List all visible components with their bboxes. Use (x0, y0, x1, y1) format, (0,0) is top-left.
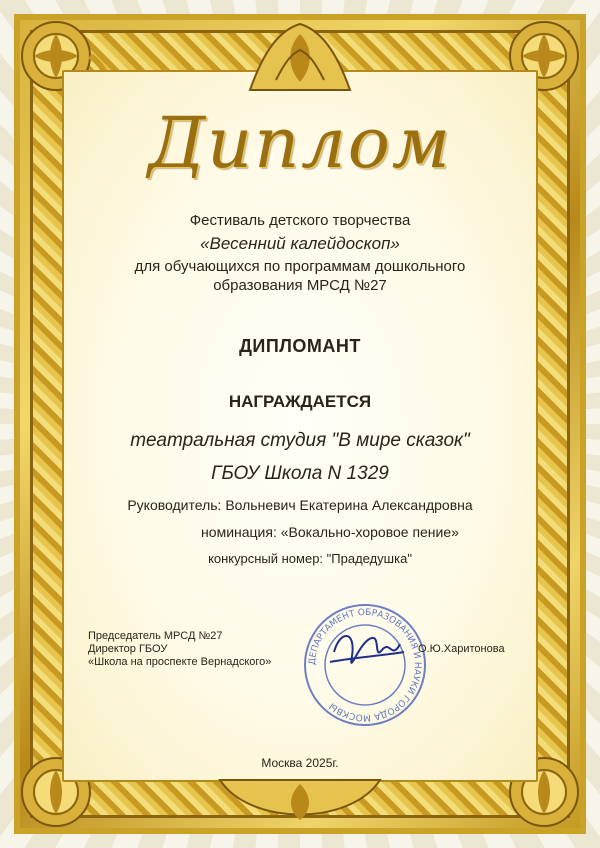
issue-place-date: Москва 2025г. (261, 756, 339, 770)
svg-text:ДЕПАРТАМЕНТ ОБРАЗОВАНИЯ И НАУК: ДЕПАРТАМЕНТ ОБРАЗОВАНИЯ И НАУКИ ГОРОДА МОСКВЫ (307, 607, 423, 723)
signatory-position-1: Председатель МРСД №27 (88, 630, 223, 642)
recipient-studio: театральная студия "В мире сказок" (130, 430, 470, 451)
festival-line-3: для обучающихся по программам дошкольного (134, 258, 466, 275)
signatory-name: О.Ю.Харитонова (418, 643, 505, 655)
bottom-crest-ornament (210, 776, 390, 832)
recipient-leader: Руководитель: Вольневич Екатерина Александровна (127, 497, 473, 513)
signatory-position-2: Директор ГБОУ (88, 643, 168, 655)
awarded-heading: НАГРАЖДАЕТСЯ (228, 392, 372, 411)
festival-name: «Весенний калейдоскоп» (200, 234, 400, 253)
signatory-positions (88, 630, 271, 669)
signatory-position-3: «Школа на проспекте Вернадского» (88, 656, 272, 668)
festival-line-4: образования МРСД №27 (213, 277, 387, 294)
recipient-school: ГБОУ Школа N 1329 (211, 463, 389, 484)
top-crest-ornament (240, 20, 360, 100)
recipient-entry: конкурсный номер: "Прадедушка" (208, 551, 412, 566)
handwritten-signature (330, 636, 404, 663)
diploma-title: Диплом (148, 102, 452, 184)
official-stamp (300, 600, 430, 730)
recipient-nomination: номинация: «Вокально-хоровое пение» (201, 524, 459, 540)
award-status: ДИПЛОМАНТ (239, 336, 361, 356)
festival-line-1: Фестиваль детского творчества (189, 212, 411, 229)
